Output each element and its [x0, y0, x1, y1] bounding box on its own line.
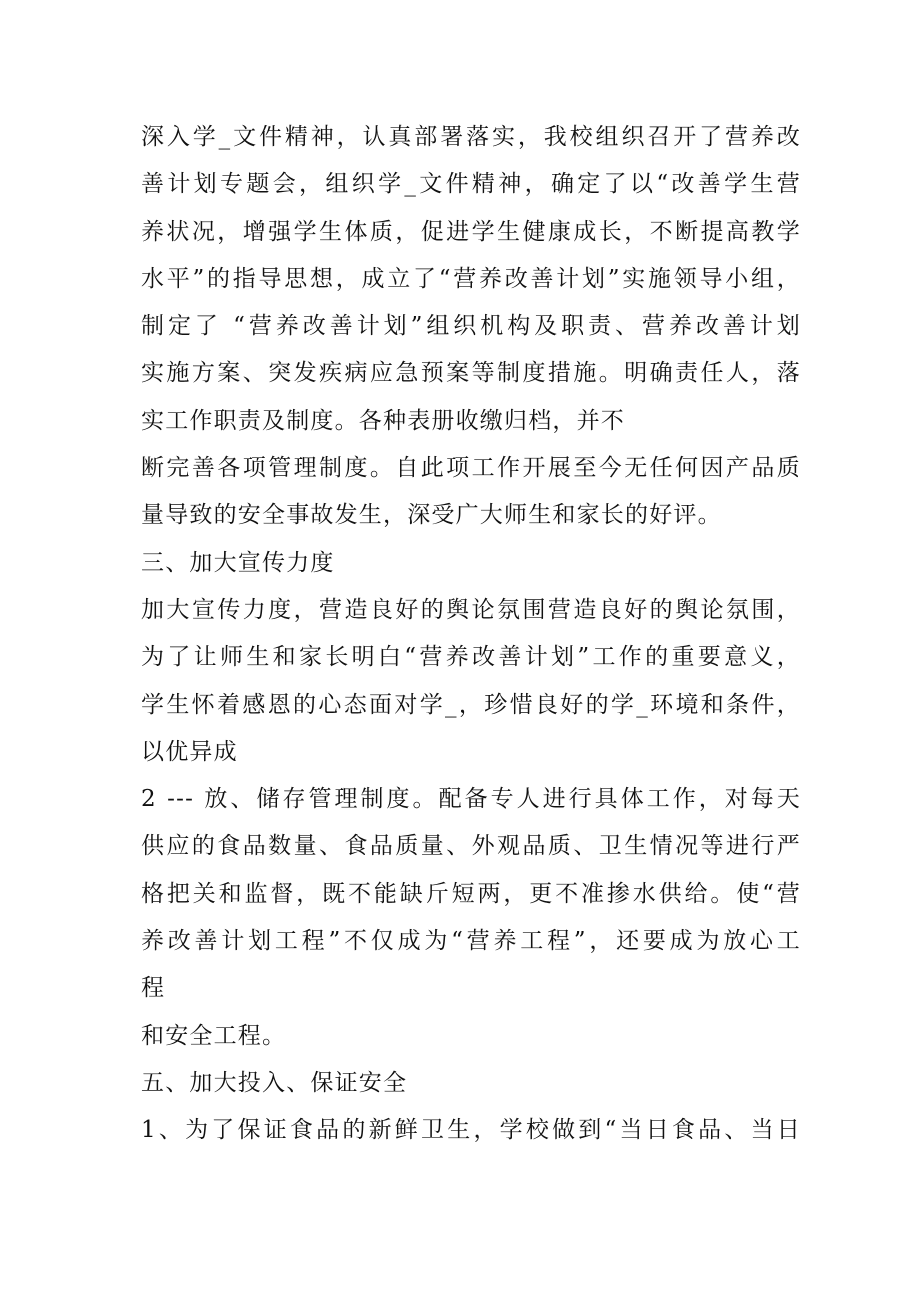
- text-line-7: 实工作职责及制度。各种表册收缴归档，并不: [141, 407, 625, 434]
- text-line-19: 程: [141, 975, 166, 1002]
- text-line-11: 加大宣传力度，营造良好的舆论氛围营造良好的舆论氛围，: [141, 596, 801, 623]
- text-line-2: 善计划专题会，组织学_文件精神，确定了以“改善学生营: [141, 171, 801, 198]
- text-line-17: 格把关和监督，既不能缺斤短两，更不准掺水供给。使“营: [141, 880, 801, 907]
- text-line-4: 水平”的指导思想，成立了“营养改善计划”实施领导小组，: [141, 265, 801, 292]
- text-line-14: 以优异成: [141, 738, 238, 765]
- text-line-22: 1、为了保证食品的新鲜卫生，学校做到“当日食品、当日: [141, 1117, 801, 1144]
- section-heading-5: 五、加大投入、保证安全: [141, 1069, 408, 1096]
- text-line-9: 量导致的安全事故发生，深受广大师生和家长的好评。: [141, 502, 722, 529]
- text-line-5: 制定了 “营养改善计划”组织机构及职责、营养改善计划: [141, 313, 801, 340]
- text-line-8: 断完善各项管理制度。自此项工作开展至今无任何因产品质: [141, 455, 801, 482]
- text-line-12: 为了让师生和家长明白“营养改善计划”工作的重要意义，: [141, 644, 801, 671]
- text-line-13: 学生怀着感恩的心态面对学_，珍惜良好的学_环境和条件，: [141, 691, 801, 718]
- text-line-16: 供应的食品数量、食品质量、外观品质、卫生情况等进行严: [141, 833, 801, 860]
- text-line-1: 深入学_文件精神，认真部署落实，我校组织召开了营养改: [141, 124, 801, 150]
- section-heading-3: 三、加大宣传力度: [141, 549, 335, 576]
- text-line-18: 养改善计划工程”不仅成为“营养工程”，还要成为放心工: [141, 928, 801, 955]
- text-line-15: 2 --- 放、储存管理制度。配备专人进行具体工作，对每天: [141, 786, 801, 813]
- document-body: [141, 114, 801, 1155]
- text-line-6: 实施方案、突发疾病应急预案等制度措施。明确责任人，落: [141, 360, 801, 387]
- text-line-3: 养状况，增强学生体质，促进学生健康成长，不断提高教学: [141, 218, 801, 245]
- text-line-20: 和安全工程。: [141, 1022, 287, 1049]
